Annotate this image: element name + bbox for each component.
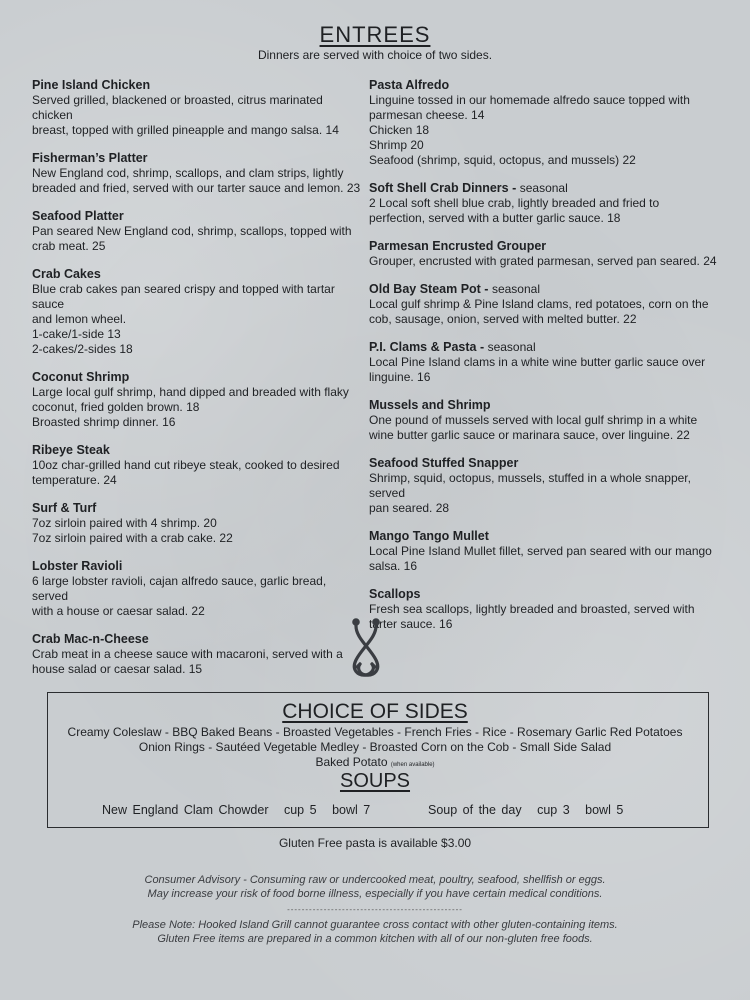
menu-item-description-line: linguine. 16 (369, 370, 431, 384)
sides-baked-potato: Baked Potato (315, 755, 388, 769)
menu-item-description-line: and lemon wheel. (32, 312, 127, 326)
menu-item-header (32, 559, 362, 574)
entrees-subtitle: Dinners are served with choice of two sides. (257, 48, 493, 62)
menu-item-description-line: Crab meat in a cheese sauce with macaroni, served with a (32, 647, 343, 661)
menu-item (32, 443, 362, 488)
menu-item (32, 209, 362, 254)
menu-item (32, 632, 362, 677)
menu-item (369, 282, 719, 327)
menu-item-description-line: 7oz sirloin paired with a crab cake. 22 (32, 531, 233, 545)
menu-item-header (32, 632, 362, 647)
menu-item-name: Surf & Turf (32, 501, 97, 515)
menu-item-description-line: cob, sausage, onion, served with melted butter. 22 (369, 312, 637, 326)
menu-item-header (369, 529, 719, 544)
menu-item (369, 456, 719, 516)
menu-item-name: Mango Tango Mullet (369, 529, 489, 543)
menu-item (32, 151, 362, 196)
menu-item-description-line: One pound of mussels served with local gulf shrimp in a white (369, 413, 698, 427)
soup-name: New England Clam Chowder (102, 803, 269, 817)
menu-item-header (369, 181, 719, 196)
menu-item-name: Lobster Ravioli (32, 559, 123, 573)
entrees-left-column (32, 78, 362, 690)
menu-item-description-line: salsa. 16 (369, 559, 418, 573)
menu-item-name: Mussels and Shrimp (369, 398, 491, 412)
menu-item-description-line: breast, topped with grilled pineapple and mango salsa. 14 (32, 123, 339, 137)
menu-item-description-line: pan seared. 28 (369, 501, 450, 515)
menu-item (369, 529, 719, 574)
sides-line-2: Onion Rings - Sautéed Vegetable Medley - Broasted Corn on the Cob - Small Side Salad (138, 740, 612, 754)
menu-item-name: Coconut Shrimp (32, 370, 130, 384)
menu-item-seasonal-note: seasonal (491, 282, 540, 296)
menu-item (32, 78, 362, 138)
menu-item-name: Pasta Alfredo (369, 78, 450, 92)
soups-title: SOUPS (339, 770, 411, 792)
sides-baked-potato-note: (when available) (390, 762, 435, 768)
menu-item-header (369, 587, 719, 602)
menu-item-description-line: 7oz sirloin paired with 4 shrimp. 20 (32, 516, 217, 530)
menu-item-header (32, 501, 362, 516)
menu-item-header (32, 443, 362, 458)
menu-item (369, 587, 719, 632)
menu-item-header (369, 398, 719, 413)
gluten-cross-contact-note (0, 918, 750, 946)
menu-item-description-line: Local Pine Island clams in a white wine butter garlic sauce over (369, 355, 706, 369)
soup-cup-price: cup 5 (283, 803, 317, 817)
soup-item (102, 803, 380, 817)
menu-item-description-line: 2 Local soft shell blue crab, lightly breaded and fried to (369, 196, 660, 210)
menu-item-description-line: 10oz char-grilled hand cut ribeye steak, cooked to desired (32, 458, 340, 472)
soup-item (428, 803, 633, 817)
menu-item-header (32, 267, 362, 282)
menu-item (369, 398, 719, 443)
menu-item-header (32, 209, 362, 224)
menu-item-description-line: Local Pine Island Mullet fillet, served pan seared with our mango (369, 544, 712, 558)
menu-item-header (369, 78, 719, 93)
menu-item-header (369, 282, 719, 297)
separator-line: ------------------------------------------------ (287, 905, 463, 914)
menu-item-description-line: temperature. 24 (32, 473, 117, 487)
menu-item-seasonal-note: seasonal (519, 181, 568, 195)
menu-item-header (369, 340, 719, 355)
menu-item-name: Seafood Stuffed Snapper (369, 456, 519, 470)
menu-item-name: Pine Island Chicken (32, 78, 151, 92)
menu-item-description-line: Seafood (shrimp, squid, octopus, and mussels) 22 (369, 153, 636, 167)
menu-item-description-line: 6 large lobster ravioli, cajan alfredo sauce, garlic bread, served (32, 574, 327, 603)
menu-item-description-line: Shrimp 20 (369, 138, 424, 152)
gluten-free-note: Gluten Free pasta is available $3.00 (278, 836, 472, 850)
menu-item-name: Seafood Platter (32, 209, 124, 223)
menu-item-description-line: New England cod, shrimp, scallops, and clam strips, lightly (32, 166, 344, 180)
menu-item (32, 370, 362, 430)
menu-item (32, 267, 362, 357)
menu-item (369, 239, 719, 269)
menu-item-header (32, 370, 362, 385)
menu-item-description-line: Served grilled, blackened or broasted, citrus marinated chicken (32, 93, 323, 122)
menu-item-description-line: Fresh sea scallops, lightly breaded and broasted, served with (369, 602, 695, 616)
menu-item-name: Crab Cakes (32, 267, 101, 281)
please-note-line-1: Please Note: Hooked Island Grill cannot guarantee cross contact with other gluten-containing items. (132, 919, 618, 931)
sides-list (60, 725, 690, 773)
menu-item-description-line: Broasted shrimp dinner. 16 (32, 415, 176, 429)
menu-item-name: Crab Mac-n-Cheese (32, 632, 149, 646)
menu-item-description-line: Chicken 18 (369, 123, 430, 137)
soup-name: Soup of the day (428, 803, 522, 817)
menu-item-header (32, 78, 362, 93)
menu-item-description-line: wine butter garlic sauce or marinara sauce, over linguine. 22 (369, 428, 690, 442)
sides-title: CHOICE OF SIDES (282, 700, 468, 723)
menu-item-header (369, 456, 719, 471)
advisory-line-2: May increase your risk of food borne illness, especially if you have certain medical conditions. (147, 888, 603, 900)
entrees-title: ENTREES (319, 22, 431, 47)
menu-item (32, 559, 362, 619)
menu-item-seasonal-note: seasonal (487, 340, 536, 354)
advisory-line-1: Consumer Advisory - Consuming raw or undercooked meat, poultry, seafood, shellfish or eggs. (144, 874, 606, 886)
menu-item-header (32, 151, 362, 166)
menu-item-name: Old Bay Steam Pot - (369, 282, 492, 296)
menu-item-name: P.I. Clams & Pasta - (369, 340, 488, 354)
soup-cup-price: cup 3 (537, 803, 570, 817)
menu-item (369, 78, 719, 168)
soup-bowl-price: bowl 5 (585, 803, 624, 817)
entrees-right-column (369, 78, 719, 645)
menu-item-description-line: Local gulf shrimp & Pine Island clams, red potatoes, corn on the (369, 297, 709, 311)
consumer-advisory (0, 873, 750, 901)
menu-item-header (369, 239, 719, 254)
menu-item-name: Soft Shell Crab Dinners - (369, 181, 520, 195)
menu-item-description-line: coconut, fried golden brown. 18 (32, 400, 200, 414)
menu-item-name: Ribeye Steak (32, 443, 110, 457)
menu-item (369, 340, 719, 385)
menu-item-description-line: tarter sauce. 16 (369, 617, 453, 631)
menu-item-name: Fisherman’s Platter (32, 151, 148, 165)
menu-item-description-line: Large local gulf shrimp, hand dipped and breaded with flaky (32, 385, 349, 399)
menu-item-name: Scallops (369, 587, 421, 601)
menu-item-description-line: Blue crab cakes pan seared crispy and topped with tartar sauce (32, 282, 335, 311)
menu-item-description-line: crab meat. 25 (32, 239, 106, 253)
menu-item-description-line: breaded and fried, served with our tarter sauce and lemon. 23 (32, 181, 361, 195)
menu-item-description-line: Pan seared New England cod, shrimp, scallops, topped with (32, 224, 352, 238)
menu-item-description-line: perfection, served with a butter garlic sauce. 18 (369, 211, 621, 225)
menu-item (32, 501, 362, 546)
menu-item-description-line: Shrimp, squid, octopus, mussels, stuffed in a whole snapper, served (369, 471, 691, 500)
menu-item-description-line: parmesan cheese. 14 (369, 108, 485, 122)
menu-item-name: Parmesan Encrusted Grouper (369, 239, 547, 253)
please-note-line-2: Gluten Free items are prepared in a common kitchen with all of our non-gluten free foods. (157, 933, 593, 945)
menu-item (369, 181, 719, 226)
menu-item-description-line: Grouper, encrusted with grated parmesan, served pan seared. 24 (369, 254, 717, 268)
menu-item-description-line: 1-cake/1-side 13 (32, 327, 121, 341)
menu-item-description-line: with a house or caesar salad. 22 (32, 604, 205, 618)
menu-item-description-line: 2-cakes/2-sides 18 (32, 342, 133, 356)
crossed-fish-hooks-icon (326, 618, 406, 678)
sides-line-1: Creamy Coleslaw - BBQ Baked Beans - Broasted Vegetables - French Fries - Rice - Rosemary Garlic Red Potatoes (67, 725, 683, 739)
menu-item-description-line: Linguine tossed in our homemade alfredo sauce topped with (369, 93, 690, 107)
soup-bowl-price: bowl 7 (332, 803, 371, 817)
menu-item-description-line: house salad or caesar salad. 15 (32, 662, 203, 676)
